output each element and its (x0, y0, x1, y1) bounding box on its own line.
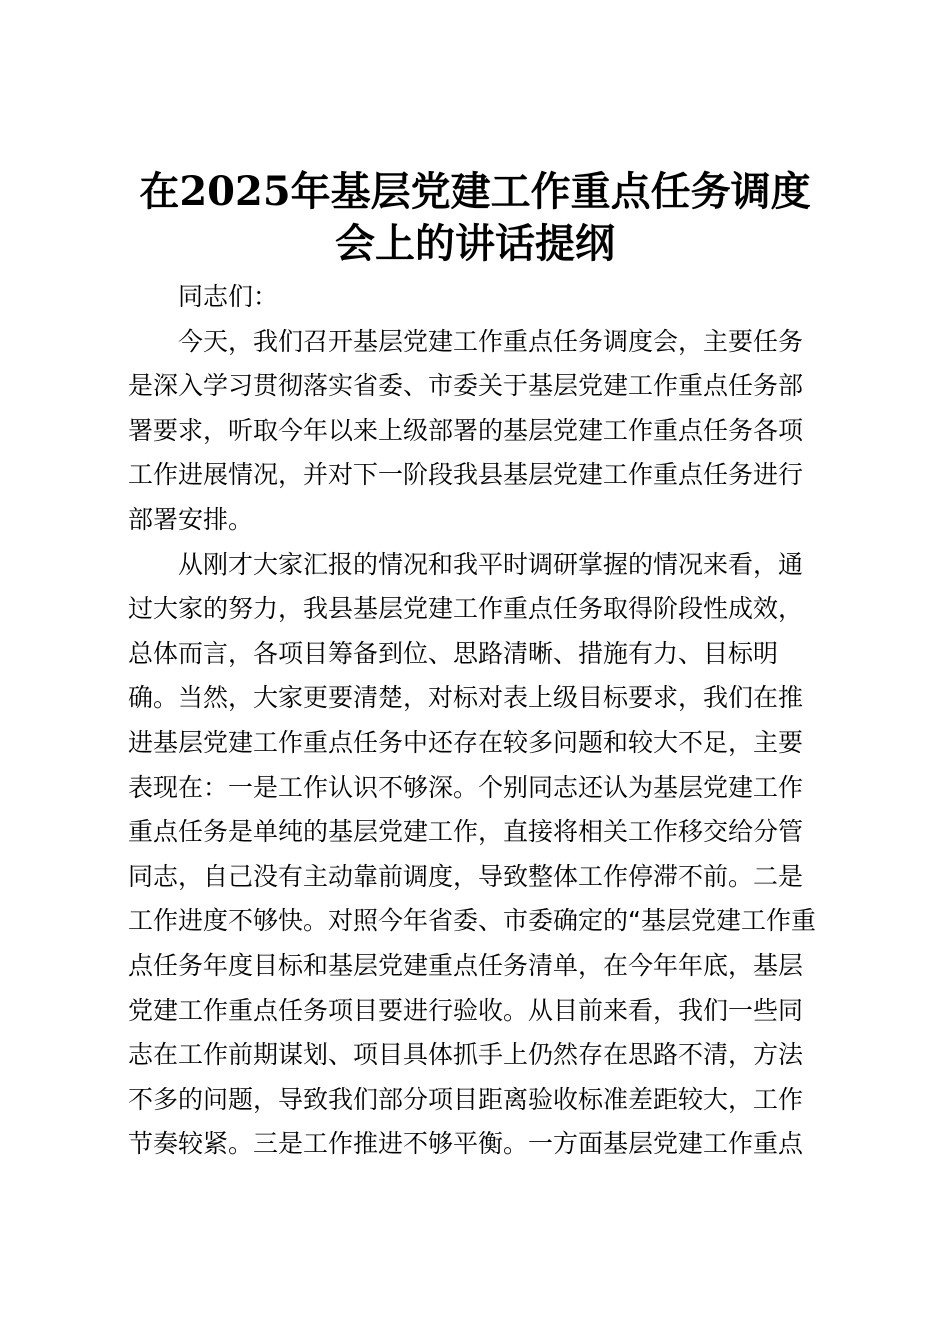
text-line: 过大家的努力，我县基层党建工作重点任务取得阶段性成效， (128, 594, 804, 624)
document-body (128, 275, 828, 1167)
text-line: 进基层党建工作重点任务中还存在较多问题和较大不足，主要 (128, 727, 804, 757)
text-line: 重点任务是单纯的基层党建工作，直接将相关工作移交给分管 (128, 817, 804, 847)
text-line: 总体而言，各项目筹备到位、思路清晰、措施有力、目标明 (128, 638, 779, 668)
text-line: 节奏较紧。三是工作推进不够平衡。一方面基层党建工作重点 (128, 1129, 804, 1159)
text-line: 表现在：一是工作认识不够深。个别同志还认为基层党建工作 (128, 772, 804, 802)
text-line: 不多的问题，导致我们部分项目距离验收标准差距较大，工作 (128, 1084, 804, 1114)
text-line: 从刚才大家汇报的情况和我平时调研掌握的情况来看，通 (178, 549, 804, 579)
text-line: 署要求，听取今年以来上级部署的基层党建工作重点任务各项 (128, 415, 804, 445)
paragraph-2 (128, 543, 828, 1167)
salutation-text: 同志们： (178, 282, 279, 311)
paragraph-1 (128, 320, 828, 543)
text-line: 确。当然，大家更要清楚，对标对表上级目标要求，我们在推 (128, 683, 804, 713)
title-line: 会上的讲话提纲 (335, 220, 615, 267)
text-line: 是深入学习贯彻落实省委、市委关于基层党建工作重点任务部 (128, 371, 804, 401)
text-line: 同志，自己没有主动靠前调度，导致整体工作停滞不前。二是 (128, 861, 804, 891)
text-line: 工作进度不够快。对照今年省委、市委确定的“基层党建工作重 (128, 906, 816, 936)
text-line: 点任务年度目标和基层党建重点任务清单，在今年年底，基层 (128, 950, 804, 980)
text-line: 今天，我们召开基层党建工作重点任务调度会，主要任务 (178, 326, 804, 356)
title-line: 在2025年基层党建工作重点任务调度 (139, 168, 811, 215)
text-line: 工作进展情况，并对下一阶段我县基层党建工作重点任务进行 (128, 460, 804, 490)
text-line: 部署安排。 (128, 504, 254, 534)
document-title (110, 166, 840, 270)
text-line: 志在工作前期谋划、项目具体抓手上仍然存在思路不清，方法 (128, 1040, 804, 1070)
text-line: 党建工作重点任务项目要进行验收。从目前来看，我们一些同 (128, 995, 804, 1025)
salutation (128, 275, 828, 320)
